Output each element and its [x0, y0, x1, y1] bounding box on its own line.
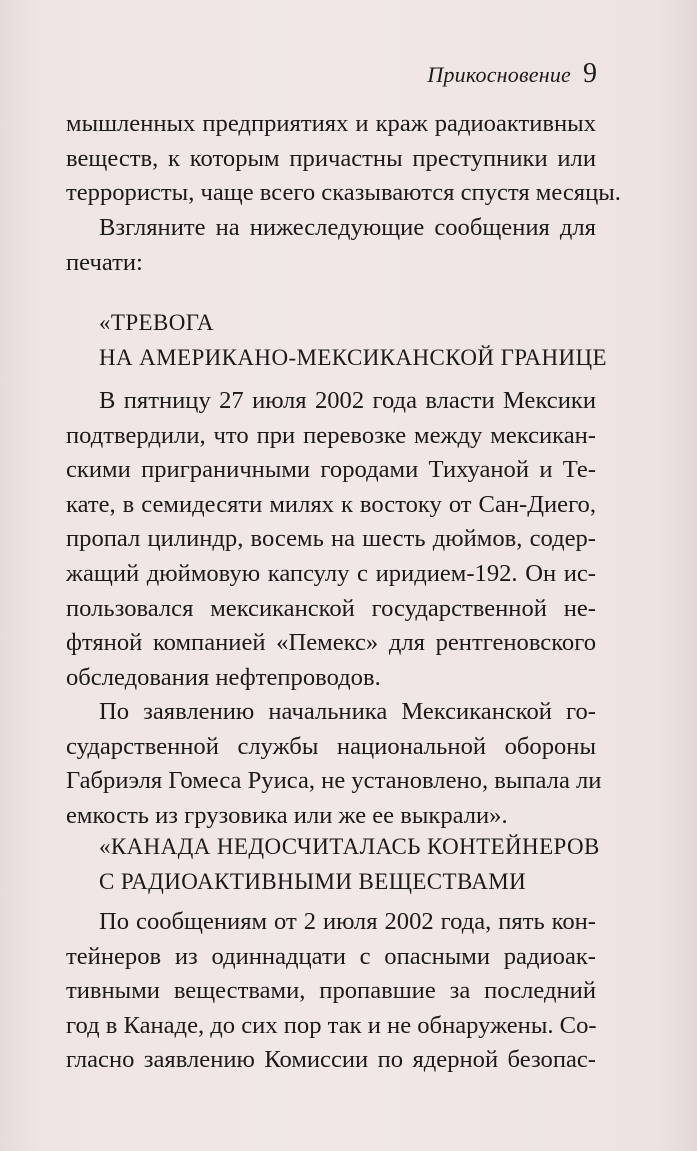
news-heading-1 — [99, 306, 607, 375]
text-line: тивными веществами, пропавшие за последний — [66, 977, 596, 1005]
text-line: кате, в семидесяти милях к востоку от Сан-Диего, — [66, 490, 596, 518]
news-heading-2 — [99, 830, 600, 899]
text-line: скими приграничными городами Тихуаной и Те- — [66, 456, 596, 484]
text-line: жащий дюймовую капсулу с иридием-192. Он ис- — [66, 559, 596, 587]
text-line: Взгляните на нижеследующие сообщения для — [99, 214, 596, 241]
text-line: По сообщениям от 2 июля 2002 года, пять кон- — [99, 908, 596, 935]
heading-line: С РАДИОАКТИВНЫМИ ВЕЩЕСТВАМИ — [99, 868, 527, 894]
text-line: гласно заявлению Комиссии по ядерной безопас- — [66, 1046, 596, 1074]
text-line: подтвердили, что при перевозке между мексикан- — [66, 421, 596, 449]
running-title: Прикосновение — [427, 62, 571, 87]
text-line: пользовался мексиканской государственной не- — [66, 594, 596, 622]
text-line: печати: — [66, 248, 143, 276]
paragraph-statement — [66, 695, 602, 833]
text-line: сударственной службы национальной обороны — [66, 732, 596, 760]
text-line: мышленных предприятиях и краж радиоактивных — [66, 110, 596, 137]
text-line: фтяной компанией «Пемекс» для рентгеновского — [66, 629, 596, 657]
text-line: веществ, к которым причастны преступники или — [66, 144, 596, 172]
text-line: емкость из грузовика или же ее выкрали». — [66, 801, 508, 829]
text-line: год в Канаде, до сих пор так и не обнаружены. Со- — [66, 1011, 597, 1039]
text-line: обследования нефтепроводов. — [66, 663, 381, 691]
paragraph-mexico — [66, 384, 596, 695]
text-line: Габриэля Гомеса Руиса, не установлено, выпала ли — [66, 767, 602, 795]
paragraph-intro — [66, 211, 596, 280]
text-line: пропал цилиндр, восемь на шесть дюймов, содер- — [66, 525, 596, 553]
paragraph-continuation — [66, 107, 621, 211]
heading-line: «ТРЕВОГА — [99, 310, 214, 335]
text-line: По заявлению начальника Мексиканской го- — [99, 698, 596, 725]
text-line: В пятницу 27 июля 2002 года власти Мексики — [99, 387, 596, 414]
text-line: террористы, чаще всего сказываются спустя месяцы. — [66, 179, 621, 207]
page-number: 9 — [583, 58, 597, 89]
heading-line: «КАНАДА НЕДОСЧИТАЛАСЬ КОНТЕЙНЕРОВ — [99, 834, 600, 859]
text-line: тейнеров из одиннадцати с опасными радиоак- — [66, 942, 596, 970]
running-head — [427, 58, 597, 90]
heading-line: НА АМЕРИКАНО-МЕКСИКАНСКОЙ ГРАНИЦЕ — [99, 344, 608, 370]
paragraph-canada — [66, 905, 596, 1078]
